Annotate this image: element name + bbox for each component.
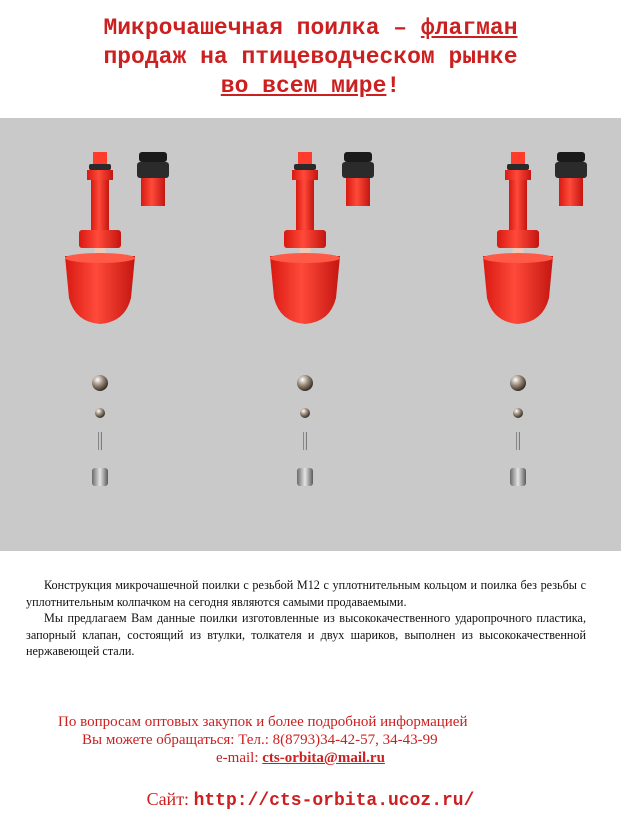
contact-email-line xyxy=(0,749,621,767)
website-label: Сайт: xyxy=(146,789,194,809)
contact-block xyxy=(0,713,621,767)
description-paragraph-2: Мы предлагаем Вам данные поилки изготовленные из высококачественного ударопрочного пластика, запорный клапан, состоящий из втулки, толкателя и двух шариков, выполнен из высококачественной нержавеющей стали. xyxy=(26,611,586,658)
headline-line-3 xyxy=(0,72,621,101)
headline-emphasis: во всем мире xyxy=(220,73,387,99)
email-label: e-mail: xyxy=(216,750,263,766)
description xyxy=(26,577,586,660)
drinker-set-1 xyxy=(65,152,169,486)
product-photo xyxy=(0,118,621,551)
website xyxy=(0,789,621,811)
drinker-set-3 xyxy=(483,152,587,486)
headline-line-2: продаж на птицеводческом рынке xyxy=(103,44,518,70)
description-paragraph-1: Конструкция микрочашечной поилки с резьбой М12 с уплотнительным кольцом и поилка без резьбы с уплотнительным колпачком на сегодня являются самыми продаваемыми. xyxy=(26,578,586,609)
contact-line-1: По вопросам оптовых закупок и более подробной информацией xyxy=(58,714,468,730)
headline-emphasis: флагман xyxy=(420,15,518,41)
headline xyxy=(0,14,621,101)
contact-phone: Вы можете обращаться: Тел.: 8(8793)34-42-57, 34-43-99 xyxy=(82,732,438,748)
drinker-set-2 xyxy=(270,152,374,486)
headline-text: Микрочашечная поилка – xyxy=(103,15,421,41)
headline-text: ! xyxy=(386,73,401,99)
website-url[interactable]: http://cts-orbita.ucoz.ru/ xyxy=(193,791,475,811)
headline-line-1 xyxy=(0,14,621,43)
email-link[interactable]: cts-orbita@mail.ru xyxy=(262,750,385,766)
